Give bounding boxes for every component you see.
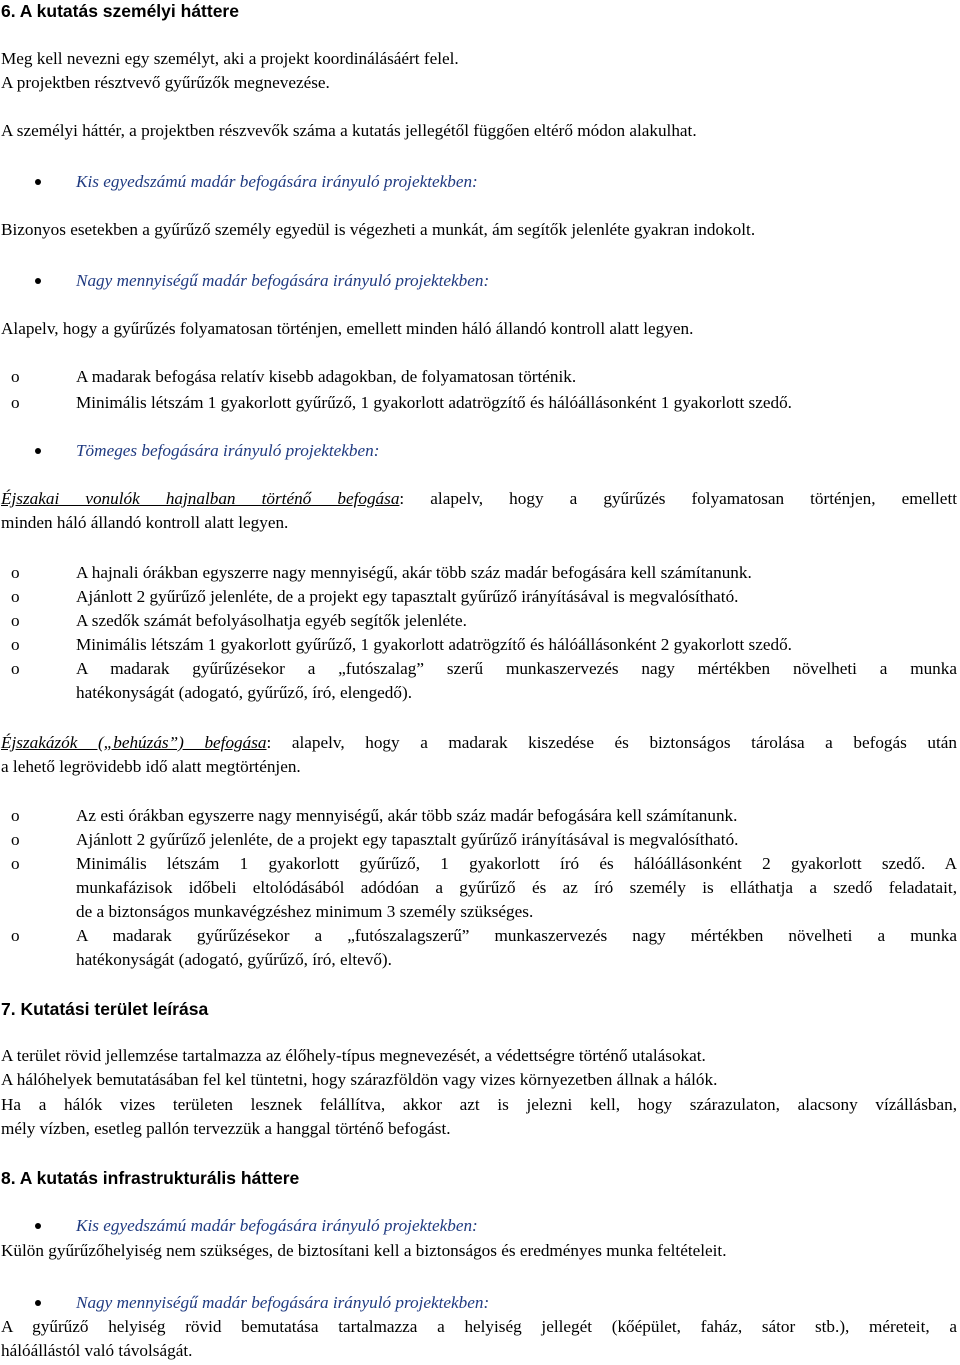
bullet-title: Tömeges befogására irányuló projektekben: <box>76 441 380 460</box>
list-item <box>0 610 960 632</box>
paragraph-text: : alapelv, hogy a gyűrűzés folyamatosan történjen, emellett <box>399 489 957 508</box>
bullet-title: Kis egyedszámú madár befogására irányuló projektekben: <box>76 172 478 191</box>
list-item-text: A hajnali órákban egyszerre nagy mennyiségű, akár több száz madár befogására kell számítanunk. <box>76 563 752 582</box>
list-marker: o <box>11 659 20 678</box>
list-item-text: Ajánlott 2 gyűrűző jelenléte, de a projekt egy tapasztalt gyűrűző irányításával is megvalósítható. <box>76 830 739 849</box>
list-item-text: Minimális létszám 1 gyakorlott gyűrűző, 1 gyakorlott író és hálóállásonként 2 gyakorlott szedő. A <box>76 854 957 873</box>
bullet-dot-icon <box>35 448 41 454</box>
list-item-text: Az esti órákban egyszerre nagy mennyiségű, akár több száz madár befogására kell számítanunk. <box>76 806 738 825</box>
list-marker: o <box>11 635 20 654</box>
bullet-dot-icon <box>35 179 41 185</box>
paragraph-roost <box>1 732 957 754</box>
subheading-night: Éjszakai vonulók hajnalban történő befogása <box>1 489 400 508</box>
list-marker: o <box>11 587 20 606</box>
paragraph: Ha a hálók vizes területen lesznek felállítva, akkor azt is jelezni kell, hogy szárazulaton, alacsony vízállásban, <box>1 1095 957 1114</box>
list-item-continuation: hatékonyságát (adogató, gyűrűző, író, eltevő). <box>76 950 392 969</box>
paragraph-night <box>1 488 957 510</box>
list-item-text: A szedők számát befolyásolhatja egyéb segítők jelenléte. <box>76 611 467 630</box>
paragraph: A gyűrűző helyiség rövid bemutatása tartalmazza a helyiség jellegét (kőépület, faház, sátor stb.), méreteit, a <box>1 1317 957 1336</box>
list-item-continuation: munkafázisok időbeli eltolódásából adódóan a gyűrűző és az író személy is elláthatja a szedő feladatait, <box>76 878 957 897</box>
list-item-text: A madarak befogása relatív kisebb adagokban, de folyamatosan történik. <box>76 367 577 386</box>
list-item-text: Minimális létszám 1 gyakorlott gyűrűző, 1 gyakorlott adatrögzítő és hálóállásonként 2 gyakorlott szedő. <box>76 635 792 654</box>
list-marker: o <box>11 830 20 849</box>
list-item <box>0 853 960 875</box>
bullet-title: Nagy mennyiségű madár befogására irányuló projektekben: <box>76 1293 490 1312</box>
list-item <box>0 658 960 680</box>
paragraph: minden háló állandó kontroll alatt legyen. <box>1 513 289 532</box>
paragraph: Külön gyűrűzőhelyiség nem szükséges, de biztosítani kell a biztonságos és eredményes munka feltételeit. <box>1 1241 727 1260</box>
list-marker: o <box>11 926 20 945</box>
paragraph: Bizonyos esetekben a gyűrűző személy egyedül is végezheti a munkát, ám segítők jelenléte gyakran indokolt. <box>1 220 756 239</box>
section-7-heading: 7. Kutatási terület leírása <box>1 999 209 1019</box>
list-marker: o <box>11 854 20 873</box>
list-marker: o <box>11 563 20 582</box>
list-item <box>0 366 960 388</box>
list-item-continuation: de a biztonságos munkavégzéshez minimum 3 személy szükséges. <box>76 902 534 921</box>
list-item <box>0 805 960 827</box>
list-item-text: Minimális létszám 1 gyakorlott gyűrűző, 1 gyakorlott adatrögzítő és hálóállásonként 1 gyakorlott szedő. <box>76 393 792 412</box>
list-item-text: Ajánlott 2 gyűrűző jelenléte, de a projekt egy tapasztalt gyűrűző irányításával is megvalósítható. <box>76 587 739 606</box>
paragraph: A hálóhelyek bemutatásában fel kel tüntetni, hogy szárazföldön vagy vizes környezetben állnak a hálók. <box>1 1070 718 1089</box>
subheading-roost: Éjszakázók („behúzás”) befogása <box>1 733 267 752</box>
list-item <box>0 562 960 584</box>
paragraph: A személyi háttér, a projektben részvevők száma a kutatás jellegétől függően eltérő módon alakulhat. <box>1 121 697 140</box>
paragraph: mély vízben, esetleg pallón tervezzük a hanggal történő befogást. <box>1 1119 451 1138</box>
list-item <box>0 586 960 608</box>
list-item <box>0 634 960 656</box>
list-item <box>0 829 960 851</box>
section-8-heading: 8. A kutatás infrastrukturális háttere <box>1 1168 300 1188</box>
paragraph: hálóállástól való távolságát. <box>1 1341 193 1360</box>
bullet-dot-icon <box>35 1223 41 1229</box>
paragraph: A terület rövid jellemzése tartalmazza az élőhely-típus megnevezését, a védettségre történő utalásokat. <box>1 1046 706 1065</box>
paragraph: Alapelv, hogy a gyűrűzés folyamatosan történjen, emellett minden háló állandó kontroll alatt legyen. <box>1 319 694 338</box>
bullet-dot-icon <box>35 278 41 284</box>
list-item-continuation: hatékonyságát (adogató, gyűrűző, író, elengedő). <box>76 683 412 702</box>
bullet-dot-icon <box>35 1300 41 1306</box>
list-marker: o <box>11 367 20 386</box>
list-marker: o <box>11 806 20 825</box>
bullet-title: Nagy mennyiségű madár befogására irányuló projektekben: <box>76 271 490 290</box>
list-item-text: A madarak gyűrűzésekor a „futószalag” szerű munkaszervezés nagy mértékben növelheti a munka <box>76 659 957 678</box>
paragraph: Meg kell nevezni egy személyt, aki a projekt koordinálásáért felel. <box>1 49 459 68</box>
list-item <box>0 392 960 414</box>
paragraph-text: : alapelv, hogy a madarak kiszedése és biztonságos tárolása a befogás után <box>266 733 957 752</box>
list-item <box>0 925 960 947</box>
list-item-text: A madarak gyűrűzésekor a „futószalagszerű” munkaszervezés nagy mértékben növelheti a munka <box>76 926 957 945</box>
paragraph: a lehető legrövidebb idő alatt megtörténjen. <box>1 757 301 776</box>
list-marker: o <box>11 611 20 630</box>
section-6-heading: 6. A kutatás személyi háttere <box>1 1 239 21</box>
paragraph: A projektben résztvevő gyűrűzők megnevezése. <box>1 73 330 92</box>
list-marker: o <box>11 393 20 412</box>
bullet-title: Kis egyedszámú madár befogására irányuló projektekben: <box>76 1216 478 1235</box>
